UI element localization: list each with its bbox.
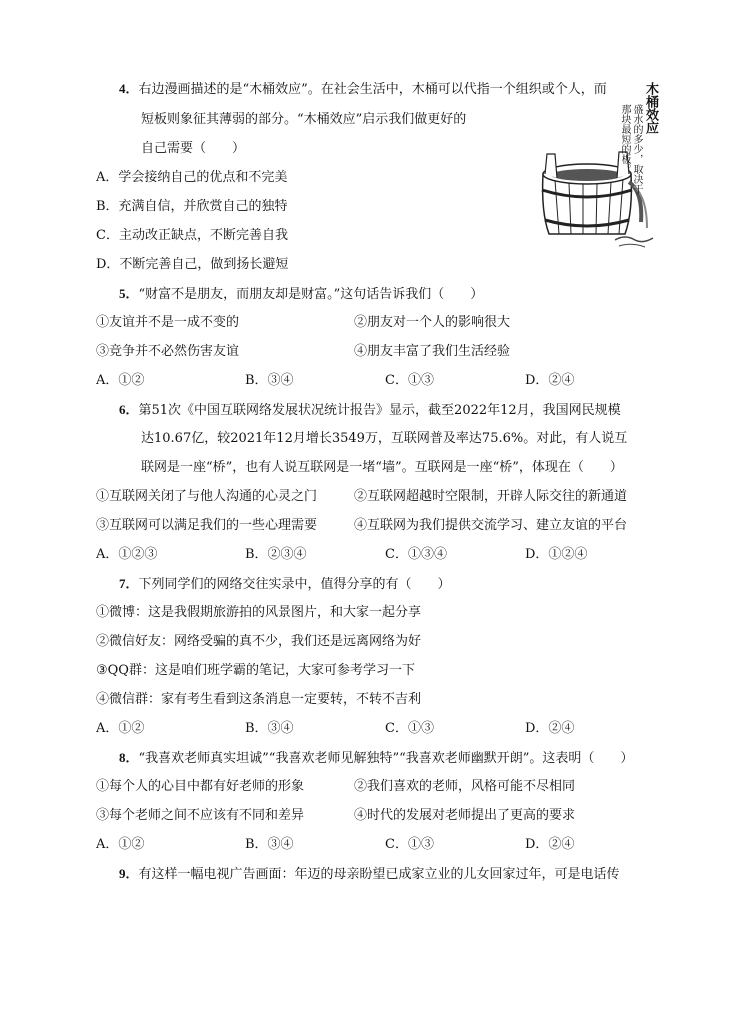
q5-statement-2: ②朋友对一个人的影响很大 (354, 315, 511, 330)
q5-statement-3: ③竞争并不必然伤害友谊 (96, 344, 240, 359)
q7-statement-2: ②微信好友：网络受骗的真不少，我们还是远离网络为好 (96, 634, 422, 649)
q6-statement-4: ④互联网为我们提供交流学习、建立友谊的平台 (354, 518, 628, 533)
q7-stem: 7．下列同学们的网络交往实录中，值得分享的有（ ） (119, 576, 451, 592)
q8-statement-3: ③每个老师之间不应该有不同和差异 (96, 808, 305, 823)
q6-statement-1: ①互联网关闭了与他人沟通的心灵之门 (96, 489, 318, 504)
q8-statement-4: ④时代的发展对老师提出了更高的要求 (354, 808, 576, 823)
q4-option-d[interactable]: D．不断完善自己，做到扬长避短 (96, 257, 289, 272)
q7-option-c[interactable]: C．①③ (385, 721, 434, 736)
q7-option-b[interactable]: B．③④ (245, 721, 294, 736)
q4-option-c[interactable]: C．主动改正缺点，不断完善自我 (96, 228, 288, 243)
q7-number: 7． (119, 576, 139, 591)
q4-number: 4． (119, 81, 139, 96)
q5-option-b[interactable]: B．③④ (245, 373, 294, 388)
q8-option-c[interactable]: C．①③ (385, 837, 434, 852)
q6-statement-3: ③互联网可以满足我们的一些心理需要 (96, 518, 318, 533)
q5-statement-4: ④朋友丰富了我们生活经验 (354, 344, 511, 359)
q8-option-d[interactable]: D．②④ (525, 837, 575, 852)
q5-number: 5． (119, 286, 139, 301)
q6-line1: 6．第51次《中国互联网络发展状况统计报告》显示，截至2022年12月，我国网民规模 (119, 402, 621, 418)
q7-option-a[interactable]: A．①② (96, 721, 145, 736)
q7-statement-1: ①微博：这是我假期旅游拍的风景图片，和大家一起分享 (96, 605, 422, 620)
q6-line3: 联网是一座“桥”，也有人说互联网是一堵“墙”。互联网是一座“桥”，体现在（ ） (141, 460, 623, 475)
q4-option-b[interactable]: B．充满自信，并欣赏自己的独特 (96, 199, 288, 214)
q8-statement-2: ②我们喜欢的老师，风格可能不尽相同 (354, 779, 576, 794)
q7-statement-3: ③QQ群：这是咱们班学霸的笔记，大家可参考学习一下 (96, 663, 415, 678)
q5-statement-1: ①友谊并不是一成不变的 (96, 315, 240, 330)
q7-option-d[interactable]: D．②④ (525, 721, 575, 736)
cartoon-caption-2: 那块最短的板。 (619, 104, 630, 174)
q4-line1: 4．右边漫画描述的是“木桶效应”。在社会生活中，木桶可以代指一个组织或个人，而 (119, 81, 607, 97)
wooden-barrel-cartoon (535, 82, 660, 252)
q8-option-a[interactable]: A．①② (96, 837, 145, 852)
q6-number: 6． (119, 402, 139, 417)
q6-line2: 达10.67亿，较2021年12月增长3549万，互联网普及率达75.6%。对此，有人说互 (141, 431, 628, 446)
q6-option-c[interactable]: C．①③④ (385, 547, 447, 562)
q4-option-a[interactable]: A．学会接纳自己的优点和不完美 (96, 170, 288, 185)
q4-line3: 自己需要（ ） (141, 141, 246, 156)
q5-option-d[interactable]: D．②④ (525, 373, 575, 388)
cartoon-title: 木桶效应 (643, 82, 658, 134)
q6-statement-2: ②互联网超越时空限制，开辟人际交往的新通道 (354, 489, 628, 504)
q9-number: 9． (119, 866, 139, 881)
q5-stem: 5．“财富不是朋友，而朋友却是财富。”这句话告诉我们（ ） (119, 286, 484, 302)
q6-option-d[interactable]: D．①②④ (525, 547, 588, 562)
q6-option-a[interactable]: A．①②③ (96, 547, 158, 562)
q7-statement-4: ④微信群：家有考生看到这条消息一定要转，不转不吉利 (96, 692, 422, 707)
q8-statement-1: ①每个人的心目中都有好老师的形象 (96, 779, 305, 794)
q8-number: 8． (119, 750, 139, 765)
q4-line2: 短板则象征其薄弱的部分。“木桶效应”启示我们做更好的 (141, 112, 467, 127)
q8-stem: 8．“我喜欢老师真实坦诚”“我喜欢老师见解独特”“我喜欢老师幽默开朗”。这表明（ ） (119, 750, 634, 766)
cartoon-caption-1: 盛水的多少，取决于 (631, 104, 642, 194)
q6-option-b[interactable]: B．②③④ (245, 547, 307, 562)
q5-option-c[interactable]: C．①③ (385, 373, 434, 388)
q8-option-b[interactable]: B．③④ (245, 837, 294, 852)
q9-line1: 9．有这样一幅电视广告画面：年迈的母亲盼望已成家立业的儿女回家过年，可是电话传 (119, 866, 620, 882)
q5-option-a[interactable]: A．①② (96, 373, 145, 388)
